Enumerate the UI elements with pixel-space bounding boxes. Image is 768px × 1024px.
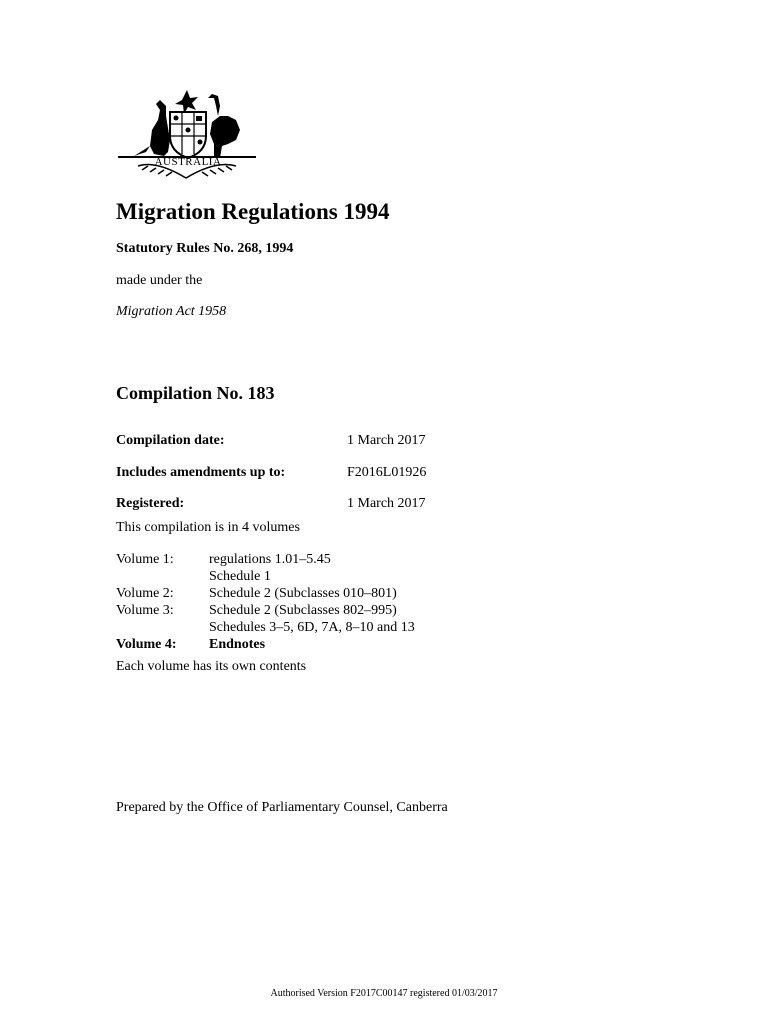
volume-label: Volume 1: [116, 552, 174, 567]
document-title: Migration Regulations 1994 [116, 199, 390, 224]
volume-label: Volume 4: [116, 637, 177, 652]
own-contents-text: Each volume has its own contents [116, 659, 307, 674]
statutory-rules-number: Statutory Rules No. 268, 1994 [116, 241, 294, 256]
detail-value: 1 March 2017 [347, 433, 426, 448]
volume-item [116, 551, 415, 585]
made-under-text: made under the [116, 273, 203, 288]
volume-line: Schedule 2 (Subclasses 010–801) [209, 586, 397, 601]
detail-value: F2016L01926 [347, 465, 427, 480]
detail-value: 1 March 2017 [347, 496, 426, 511]
volume-line: Schedule 2 (Subclasses 802–995) [209, 603, 397, 618]
volume-count-text: This compilation is in 4 volumes [116, 520, 300, 535]
australian-coat-of-arms-icon [116, 86, 258, 184]
volume-item [116, 602, 415, 636]
prepared-by-text: Prepared by the Office of Parliamentary Counsel, Canberra [116, 800, 448, 815]
volume-list [116, 551, 415, 653]
volume-item [116, 636, 415, 653]
volume-item [116, 585, 415, 602]
detail-label: Includes amendments up to: [116, 465, 286, 480]
volume-label: Volume 2: [116, 586, 174, 601]
coat-of-arms [116, 86, 258, 184]
volume-line: Endnotes [209, 637, 266, 652]
compilation-number: Compilation No. 183 [116, 383, 275, 403]
volume-line: Schedules 3–5, 6D, 7A, 8–10 and 13 [209, 620, 415, 635]
volume-line: regulations 1.01–5.45 [209, 552, 331, 567]
detail-label: Compilation date: [116, 433, 225, 448]
footer-authorised-version: Authorised Version F2017C00147 registered 01/03/2017 [270, 988, 498, 999]
volume-line: Schedule 1 [209, 569, 271, 584]
detail-label: Registered: [116, 496, 185, 511]
crest-label: AUSTRALIA [154, 156, 222, 168]
act-name: Migration Act 1958 [116, 304, 227, 319]
volume-label: Volume 3: [116, 603, 174, 618]
